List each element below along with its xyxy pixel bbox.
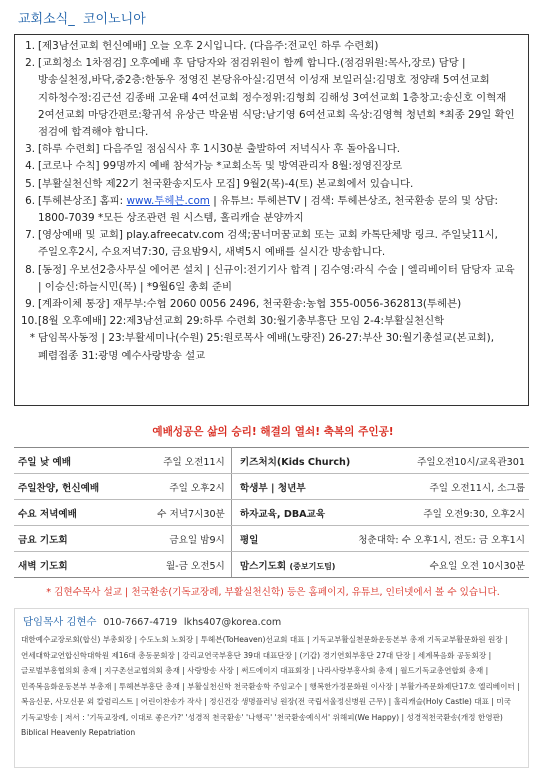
title-sub: 코이노니아	[83, 12, 146, 27]
pastor-profile-box	[14, 608, 529, 768]
news-item	[21, 262, 520, 296]
pastor-header	[23, 612, 522, 632]
service-name: 새벽 기도회	[14, 552, 118, 578]
news-number: 3.	[25, 143, 35, 156]
news-number: *	[29, 332, 35, 345]
worship-schedule-table	[14, 447, 529, 578]
news-text: 담임목사동정 | 23:부활세미나(수원) 25:원로목사 예배(노량진) 26-27:부산 30:월기총설교(본교회), 폐렴접종 31:광명 예수사랑방송 설교	[38, 332, 494, 362]
news-number: 4.	[25, 160, 35, 173]
service-name: 수요 저녁예배	[14, 500, 118, 526]
news-text: [하루 수련회] 다음주일 점심식사 후 1시30분 출발하여 저녁식사 후 돌아옵니다.	[38, 143, 401, 156]
service-time: 주일 오후2시	[118, 474, 232, 500]
service-name	[231, 552, 354, 578]
news-number: 8.	[25, 263, 35, 276]
news-text	[38, 193, 520, 227]
service-name-note: (중보기도팀)	[289, 561, 336, 571]
news-item	[21, 176, 520, 193]
news-text: [교회청소 1차점검] 오후예배 후 담당자와 점검위원이 함께 합니다.(점검위원:목사,장로) 담당 | 방송실천정,바닥,중2층:한동우 정영진 본당유아실:김면석 이성재 보일러실:김명호 정양래 5여선교회 지하청수정:김근선 김종배 고윤태 4여선교회 정수정위:김형희 김해성 3여선교회 1층창고:송신호 이혁재 2여선교회 마당간편로:황귀석 유상근 박윤범 식당:남기영 6여선교회 옥상:김영혁 청년회 *최종 29일 확인 점검에 합격해야 합니다.	[38, 57, 515, 139]
news-text: [제3남선교회 헌신예배] 오늘 오후 2시입니다. (다음주:전교인 하루 수련회)	[38, 40, 379, 52]
service-time: 주일오전10시/교육관301	[354, 448, 529, 474]
service-name: 주일찬양, 헌신예배	[14, 474, 118, 500]
news-text: [코로나 수칙] 99명까지 예배 참석가능 *교회소독 및 방역관리자 8월:정영진장로	[38, 160, 403, 173]
schedule-row	[14, 448, 529, 474]
service-name: 평일	[231, 526, 354, 552]
service-time: 수 저녁7시30분	[118, 500, 232, 526]
service-time: 주일 오전11시, 소그룹	[354, 474, 529, 500]
service-time: 금요일 밤9시	[118, 526, 232, 552]
service-name: 금요 기도회	[14, 526, 118, 552]
homepage-link[interactable]: www.투헤븐.com	[126, 194, 210, 207]
schedule-row	[14, 500, 529, 526]
pastor-bio: 대한예수교장로회(합신) 부총회장 | 수도노회 노회장 | 투헤븐(ToHeaven)선교회 대표 | 기독교부활실천문화운동본부 총재 기독교부활문화원 원장 | 연세대학교연합신학대학원 제16대 총동문회장 | 강리교연국부흥단 39대 대표단장 | (기갑) 경기연회부흥단 27대 단장 | 세계복음화 공동회장 | 글로벌부흥협의회 총재 | 지구촌선교협의회 총재 | 사랑방송 사장 | 써드에이지 대표회장 | 나라사랑부흥사회 총재 | 월드기독교총연합회 총재 | 민족복음화운동본부 부총재 | 투헤븐부흥단 총재 | 부활실천신학 천국환송학 주임교수 | 행복한가정문화원 이사장 | 부활가족문화제단17호 엘리베이터 | 복음신문, 사모신문 외 칼럼리스트 | 어린이찬송가 작사 | 정신건강 생명플러닝 원장(전 국립서울정신병원 근무) | 홀리캐슬(Holy Castle) 대표 | 미국 기독교방송 | 저서 : '기독교장례, 이대로 좋은가?' '성경적 천국환송' '나행곡' '천국환송예식서' 위해피(We Happy) | 성경적천국환송(개정 한영판) Biblical Heavenly Repatriation	[21, 635, 520, 737]
news-box	[14, 34, 529, 406]
news-item	[21, 296, 520, 313]
news-text: [부활실천신학 제22기 천국환송지도사 모집] 9월2(목)-4(토) 본교회에서 있습니다.	[38, 177, 414, 190]
service-time: 수요일 오전 10시30분	[354, 552, 529, 578]
pastor-name: 담임목사 김현수	[23, 616, 97, 628]
service-name: 키즈처치(Kids Church)	[231, 448, 354, 474]
news-item	[21, 313, 520, 330]
news-item	[21, 38, 520, 55]
service-time: 주일 오전9:30, 오후2시	[354, 500, 529, 526]
news-text: [계좌이체 통장] 재무부:수협 2060 0056 2496, 천국환송:농협 355-0056-362813(투헤븐)	[38, 298, 462, 311]
title-separator: _	[68, 12, 75, 27]
news-item	[21, 227, 520, 261]
schedule-row	[14, 552, 529, 578]
news-item	[21, 158, 520, 175]
schedule-row	[14, 526, 529, 552]
service-name: 하자교육, DBA교육	[231, 500, 354, 526]
page-title	[18, 8, 146, 27]
news-item	[21, 330, 520, 364]
news-number: 7.	[25, 229, 35, 242]
news-text: [영상예배 및 교회] play.afreecatv.com 검색;꿈너머꿈교회 또는 교회 카톡단체방 링크. 주일낮11시, 주일오후2시, 수요저녁7:30, 금요밤9시, 새벽5시 예배를 실시간 방송합니다.	[38, 229, 498, 259]
news-item	[21, 55, 520, 141]
service-time: 청춘대학: 수 오후1시, 전도: 금 오후1시	[354, 526, 529, 552]
news-item	[21, 193, 520, 227]
news-number: 10.	[21, 315, 38, 328]
news-list	[21, 38, 520, 365]
news-number: 2.	[25, 57, 35, 70]
service-time: 주일 오전11시	[118, 448, 232, 474]
title-main: 교회소식	[18, 12, 69, 27]
pastor-email: lkhs407@korea.com	[183, 617, 282, 628]
service-name: 주일 낮 예배	[14, 448, 118, 474]
service-name-main: 맘스기도회	[239, 560, 287, 572]
news-text-before-link: [투헤븐상조] 홈피:	[38, 194, 127, 207]
news-text: [8월 오후예배] 22:제3남선교회 29:하루 수련회 30:월기총부흥단 모임 2-4:부활실천신학	[38, 315, 445, 328]
worship-slogan: 예배성공은 삶의 승리! 해결의 열쇠! 축복의 주인공!	[152, 426, 394, 438]
service-name: 학생부 | 청년부	[231, 474, 354, 500]
news-text-after-link: | 유튜브: 투헤븐TV | 검색: 투헤븐상조, 천국환송 문의 및 상담: 1800-7039 *모든 상조관련 원 시스템, 홀리캐슬 분양까지	[38, 194, 499, 225]
news-item	[21, 141, 520, 158]
news-number: 6.	[25, 194, 35, 207]
sermon-notice: * 김현수목사 설교 | 천국환송(기독교장례, 부활실천신학) 등은 홈페이지, 유튜브, 인터넷에서 볼 수 있습니다.	[46, 587, 500, 598]
schedule-row	[14, 474, 529, 500]
pastor-phone: 010-7667-4719	[103, 617, 178, 628]
news-number: 5.	[25, 177, 35, 190]
news-text: [동정] 우보선2층사무실 에어콘 설치 | 신규이:전기기사 합격 | 김수영:라식 수술 | 엘리베이터 담당자 교육 | 이승신:하늘시민(목) | *9월6일 총회 준비	[38, 263, 515, 293]
service-time: 월-금 오전5시	[118, 552, 232, 578]
news-number: 9.	[25, 298, 35, 311]
news-number: 1.	[25, 40, 35, 52]
